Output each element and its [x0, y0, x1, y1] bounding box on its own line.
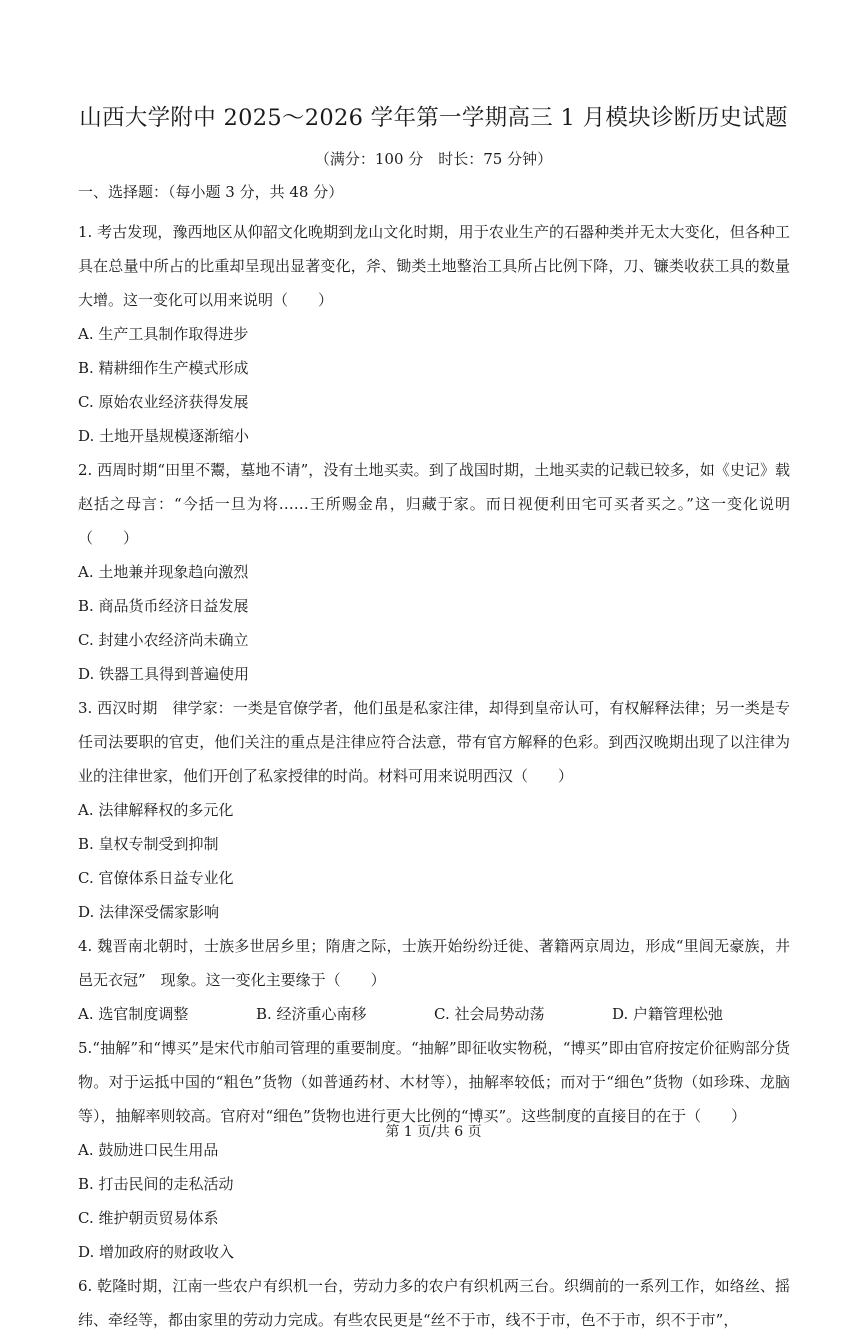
option-d: D. 增加政府的财政收入	[78, 1243, 235, 1261]
option-list	[78, 1133, 790, 1269]
option-b: B. 精耕细作生产模式形成	[78, 359, 249, 377]
section-heading: 一、选择题：（每小题 3 分，共 48 分）	[78, 183, 344, 201]
option-d: D. 户籍管理松弛	[612, 1005, 724, 1023]
option-c: C. 封建小农经济尚未确立	[78, 631, 249, 649]
question-stem: 2. 西周时期“田里不鬻，墓地不请”，没有土地买卖。到了战国时期，土地买卖的记载已较多，如《史记》载赵括之母言：“今括一旦为将……王所赐金帛，归藏于家。而日视便利田宅可买者买之。”这一变化说明（ ）	[78, 461, 790, 547]
question-4	[78, 929, 790, 1031]
question-2	[78, 453, 790, 691]
option-list	[78, 317, 790, 453]
option-b: B. 商品货币经济日益发展	[78, 597, 249, 615]
option-list	[78, 793, 790, 929]
question-stem: 4. 魏晋南北朝时，士族多世居乡里；隋唐之际，士族开始纷纷迁徙、著籍两京周边，形成“里闾无豪族，井邑无衣冠” 现象。这一变化主要缘于（ ）	[78, 937, 790, 989]
option-d: D. 铁器工具得到普遍使用	[78, 665, 250, 683]
option-a: A. 法律解释权的多元化	[78, 801, 234, 819]
option-c: C. 社会局势动荡	[434, 1005, 545, 1023]
question-6	[78, 1269, 790, 1337]
question-1	[78, 215, 790, 453]
question-list	[78, 215, 790, 1337]
option-a: A. 选官制度调整	[78, 1005, 189, 1023]
option-d: D. 法律深受儒家影响	[78, 903, 220, 921]
option-c: C. 原始农业经济获得发展	[78, 393, 249, 411]
question-stem: 6. 乾隆时期，江南一些农户有织机一台，劳动力多的农户有织机两三台。织绸前的一系列工作，如络丝、摇纬、牵经等，都由家里的劳动力完成。有些农民更是“丝不于市，线不于市，色不于市，织不于市”，	[78, 1277, 790, 1329]
option-c: C. 官僚体系日益专业化	[78, 869, 234, 887]
page-footer: 第 1 页/共 6 页	[385, 1124, 482, 1140]
option-a: A. 鼓励进口民生用品	[78, 1141, 219, 1159]
question-3	[78, 691, 790, 929]
option-list	[78, 555, 790, 691]
exam-subtitle: （满分：100 分 时长：75 分钟）	[314, 150, 553, 168]
option-c: C. 维护朝贡贸易体系	[78, 1209, 219, 1227]
option-b: B. 经济重心南移	[256, 1005, 367, 1023]
question-stem: 1. 考古发现，豫西地区从仰韶文化晚期到龙山文化时期，用于农业生产的石器种类并无太大变化，但各种工具在总量中所占的比重却呈现出显著变化，斧、锄类土地整治工具所占比例下降，刀、镰类收获工具的数量大增。这一变化可以用来说明（ ）	[78, 223, 790, 309]
question-5	[78, 1031, 790, 1269]
option-b: B. 皇权专制受到抑制	[78, 835, 219, 853]
exam-title: 山西大学附中 2025～2026 学年第一学期高三 1 月模块诊断历史试题	[79, 105, 788, 131]
question-stem: 5.“抽解”和“博买”是宋代市舶司管理的重要制度。“抽解”即征收实物税，“博买”即由官府按定价征购部分货物。对于运抵中国的“粗色”货物（如普通药材、木材等），抽解率较低；而对于“细色”货物（如珍珠、龙脑等），抽解率则较高。官府对“细色”货物也进行更大比例的“博买”。这些制度的直接目的在于（ ）	[78, 1039, 790, 1125]
option-list	[78, 997, 790, 1031]
option-b: B. 打击民间的走私活动	[78, 1175, 234, 1193]
option-a: A. 土地兼并现象趋向激烈	[78, 563, 249, 581]
option-a: A. 生产工具制作取得进步	[78, 325, 249, 343]
question-stem: 3. 西汉时期 律学家：一类是官僚学者，他们虽是私家注律，却得到皇帝认可，有权解释法律；另一类是专任司法要职的官吏，他们关注的重点是注律应符合法意，带有官方解释的色彩。到西汉晚期出现了以注律为业的注律世家，他们开创了私家授律的时尚。材料可用来说明西汉（ ）	[78, 699, 790, 785]
option-d: D. 土地开垦规模逐渐缩小	[78, 427, 250, 445]
